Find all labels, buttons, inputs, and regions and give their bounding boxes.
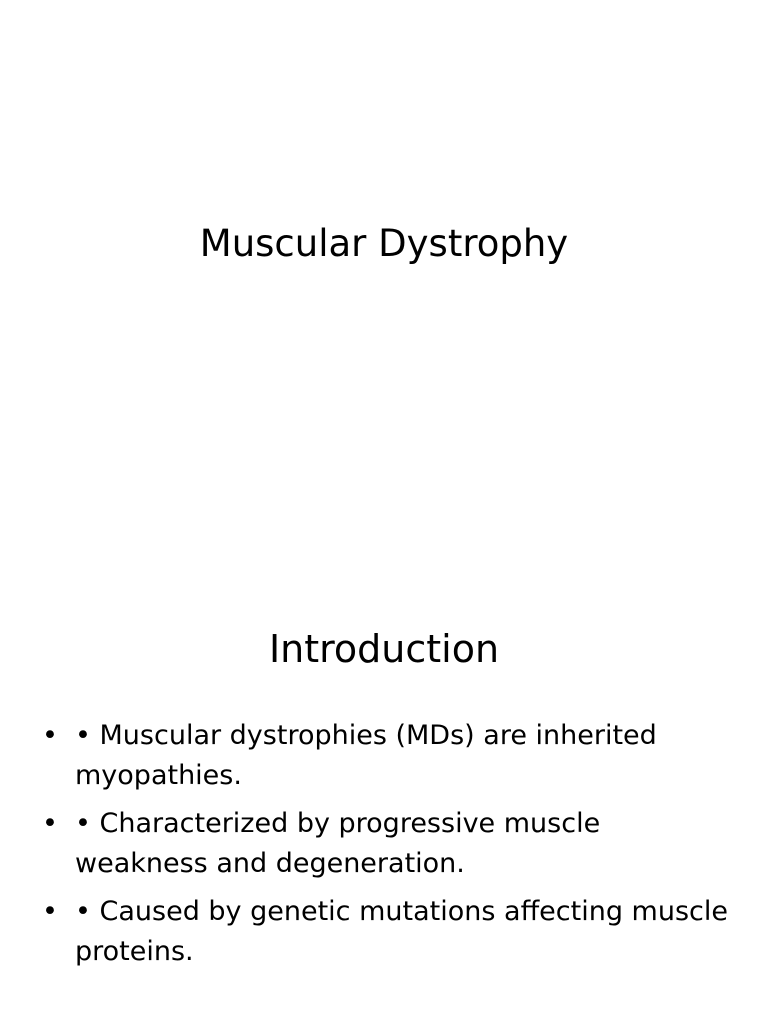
list-item — [38, 892, 728, 972]
bullet-text: • Caused by genetic mutations affecting muscle proteins. — [75, 896, 728, 967]
bullet-text: • Muscular dystrophies (MDs) are inherited myopathies. — [75, 720, 657, 791]
list-item — [38, 716, 728, 796]
introduction-slide — [0, 512, 768, 1024]
bullet-text: • Characterized by progressive muscle weakness and degeneration. — [75, 808, 601, 879]
bullet-icon: • — [42, 808, 58, 839]
slide-heading: Introduction — [268, 627, 500, 671]
bullet-icon: • — [42, 720, 58, 751]
bullet-icon: • — [42, 896, 58, 927]
slide-title: Muscular Dystrophy — [199, 222, 569, 265]
list-item — [38, 804, 728, 884]
bullet-list — [38, 716, 728, 980]
